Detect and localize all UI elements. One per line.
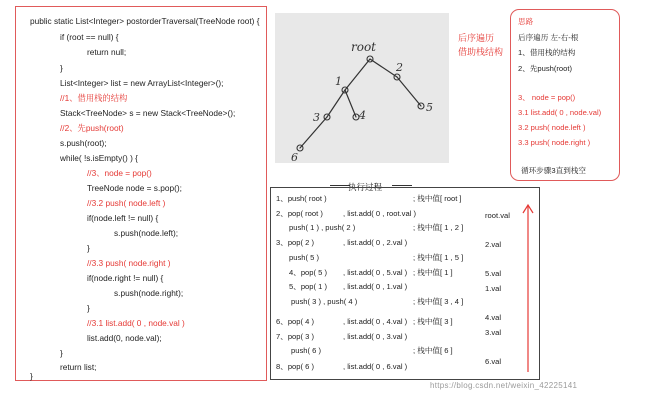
process-list-add: , list.add( 0 , 2.val ) bbox=[343, 238, 408, 247]
result-value: 2.val bbox=[485, 240, 502, 249]
tree-sketch-image bbox=[275, 13, 449, 163]
code-line: if (root == null) { bbox=[60, 32, 119, 42]
code-panel bbox=[15, 6, 267, 381]
notes-heading: 思路 bbox=[518, 17, 534, 26]
tree-label-3: 3 bbox=[313, 111, 320, 124]
watermark: https://blog.csdn.net/weixin_42225141 bbox=[430, 381, 578, 390]
code-line: } bbox=[87, 303, 90, 313]
process-list-add: , list.add( 0 , 3.val ) bbox=[343, 332, 408, 341]
code-line: } bbox=[60, 348, 63, 358]
code-line: public static List<Integer> postorderTraversal(TreeNode root) { bbox=[30, 16, 260, 26]
code-line: s.push(node.right); bbox=[114, 288, 184, 298]
process-step: push( 6 ) bbox=[291, 346, 321, 355]
code-comment: //3.1 list.add( 0 , node.val ) bbox=[87, 318, 185, 328]
note-line: 1、借用栈的结构 bbox=[518, 48, 576, 57]
note-line: 3.3 push( node.right ) bbox=[518, 138, 591, 147]
code-line: return null; bbox=[87, 47, 127, 57]
tree-label-5: 5 bbox=[426, 101, 433, 114]
up-arrow-icon bbox=[521, 202, 535, 374]
process-step: 5、pop( 1 ) bbox=[289, 282, 327, 291]
result-value: root.val bbox=[485, 211, 510, 220]
code-line: Stack<TreeNode> s = new Stack<TreeNode>(); bbox=[60, 108, 236, 118]
code-line: } bbox=[87, 243, 90, 253]
process-list-add: , list.add( 0 , root.val ) bbox=[343, 209, 417, 218]
note-line: 循环步骤3直到栈空 bbox=[521, 166, 586, 175]
note-line: 后序遍历 左-右-根 bbox=[518, 33, 579, 42]
process-title-rule-left bbox=[330, 185, 350, 186]
process-step: 6、pop( 4 ) bbox=[276, 317, 314, 326]
code-line: s.push(node.left); bbox=[114, 228, 179, 238]
code-line: if(node.left != null) { bbox=[87, 213, 159, 223]
process-list-add: , list.add( 0 , 6.val ) bbox=[343, 362, 408, 371]
code-line: while( !s.isEmpty() ) { bbox=[60, 153, 138, 163]
result-value: 4.val bbox=[485, 313, 502, 322]
code-line: s.push(root); bbox=[60, 138, 107, 148]
process-step: push( 1 ) , push( 2 ) bbox=[289, 223, 356, 232]
code-line: List<Integer> list = new ArrayList<Integer>(); bbox=[60, 78, 224, 88]
tree-label-1: 1 bbox=[335, 75, 342, 88]
process-stack-state: ; 栈中值[ root ] bbox=[413, 194, 462, 203]
code-line: } bbox=[30, 371, 33, 381]
process-stack-state: ; 栈中值[ 1 ] bbox=[413, 268, 453, 277]
process-stack-state: ; 栈中值[ 3 , 4 ] bbox=[413, 297, 464, 306]
result-value: 3.val bbox=[485, 328, 502, 337]
code-line: if(node.right != null) { bbox=[87, 273, 164, 283]
tree-label-2: 2 bbox=[396, 61, 403, 74]
process-step: 3、pop( 2 ) bbox=[276, 238, 314, 247]
result-value: 5.val bbox=[485, 269, 502, 278]
tree-label-root: root bbox=[351, 40, 377, 54]
process-title-rule-right bbox=[392, 185, 412, 186]
tree-label-4: 4 bbox=[359, 109, 366, 122]
process-stack-state: ; 栈中值[ 6 ] bbox=[413, 346, 453, 355]
process-step: push( 5 ) bbox=[289, 253, 319, 262]
postorder-title: 后序遍历 bbox=[458, 33, 495, 43]
paper-background bbox=[275, 13, 449, 163]
note-line: 3.2 push( node.left ) bbox=[518, 123, 586, 132]
process-list-add: , list.add( 0 , 5.val ) bbox=[343, 268, 408, 277]
code-comment: //1、借用栈的结构 bbox=[60, 93, 128, 103]
notes-panel bbox=[510, 9, 620, 181]
result-value: 1.val bbox=[485, 284, 502, 293]
process-stack-state: ; 栈中值[ 1 , 5 ] bbox=[413, 253, 464, 262]
process-step: 1、push( root ) bbox=[276, 194, 327, 203]
process-step: 2、pop( root ) bbox=[276, 209, 323, 218]
note-line: 3.1 list.add( 0 , node.val) bbox=[518, 108, 602, 117]
process-step: 7、pop( 3 ) bbox=[276, 332, 314, 341]
result-value: 6.val bbox=[485, 357, 502, 366]
code-comment: //3、node = pop() bbox=[87, 168, 152, 178]
process-step: 4、pop( 5 ) bbox=[289, 268, 327, 277]
tree-label-6: 6 bbox=[291, 151, 298, 163]
process-step: 8、pop( 6 ) bbox=[276, 362, 314, 371]
process-stack-state: ; 栈中值[ 3 ] bbox=[413, 317, 453, 326]
code-comment: //3.2 push( node.left ) bbox=[87, 198, 166, 208]
note-line: 3、 node = pop() bbox=[518, 93, 576, 102]
process-step: push( 3 ) , push( 4 ) bbox=[291, 297, 358, 306]
process-title: 执行过程 bbox=[348, 182, 383, 192]
code-line: TreeNode node = s.pop(); bbox=[87, 183, 182, 193]
process-list-add: , list.add( 0 , 1.val ) bbox=[343, 282, 408, 291]
process-list-add: , list.add( 0 , 4.val ) bbox=[343, 317, 408, 326]
stack-title: 借助栈结构 bbox=[458, 47, 504, 57]
code-line: } bbox=[60, 63, 63, 73]
code-comment: //2、先push(root) bbox=[60, 123, 124, 133]
code-comment: //3.3 push( node.right ) bbox=[87, 258, 171, 268]
process-box bbox=[270, 187, 540, 380]
code-line: return list; bbox=[60, 362, 97, 372]
process-stack-state: ; 栈中值[ 1 , 2 ] bbox=[413, 223, 464, 232]
note-line: 2、先push(root) bbox=[518, 64, 573, 73]
code-line: list.add(0, node.val); bbox=[87, 333, 162, 343]
